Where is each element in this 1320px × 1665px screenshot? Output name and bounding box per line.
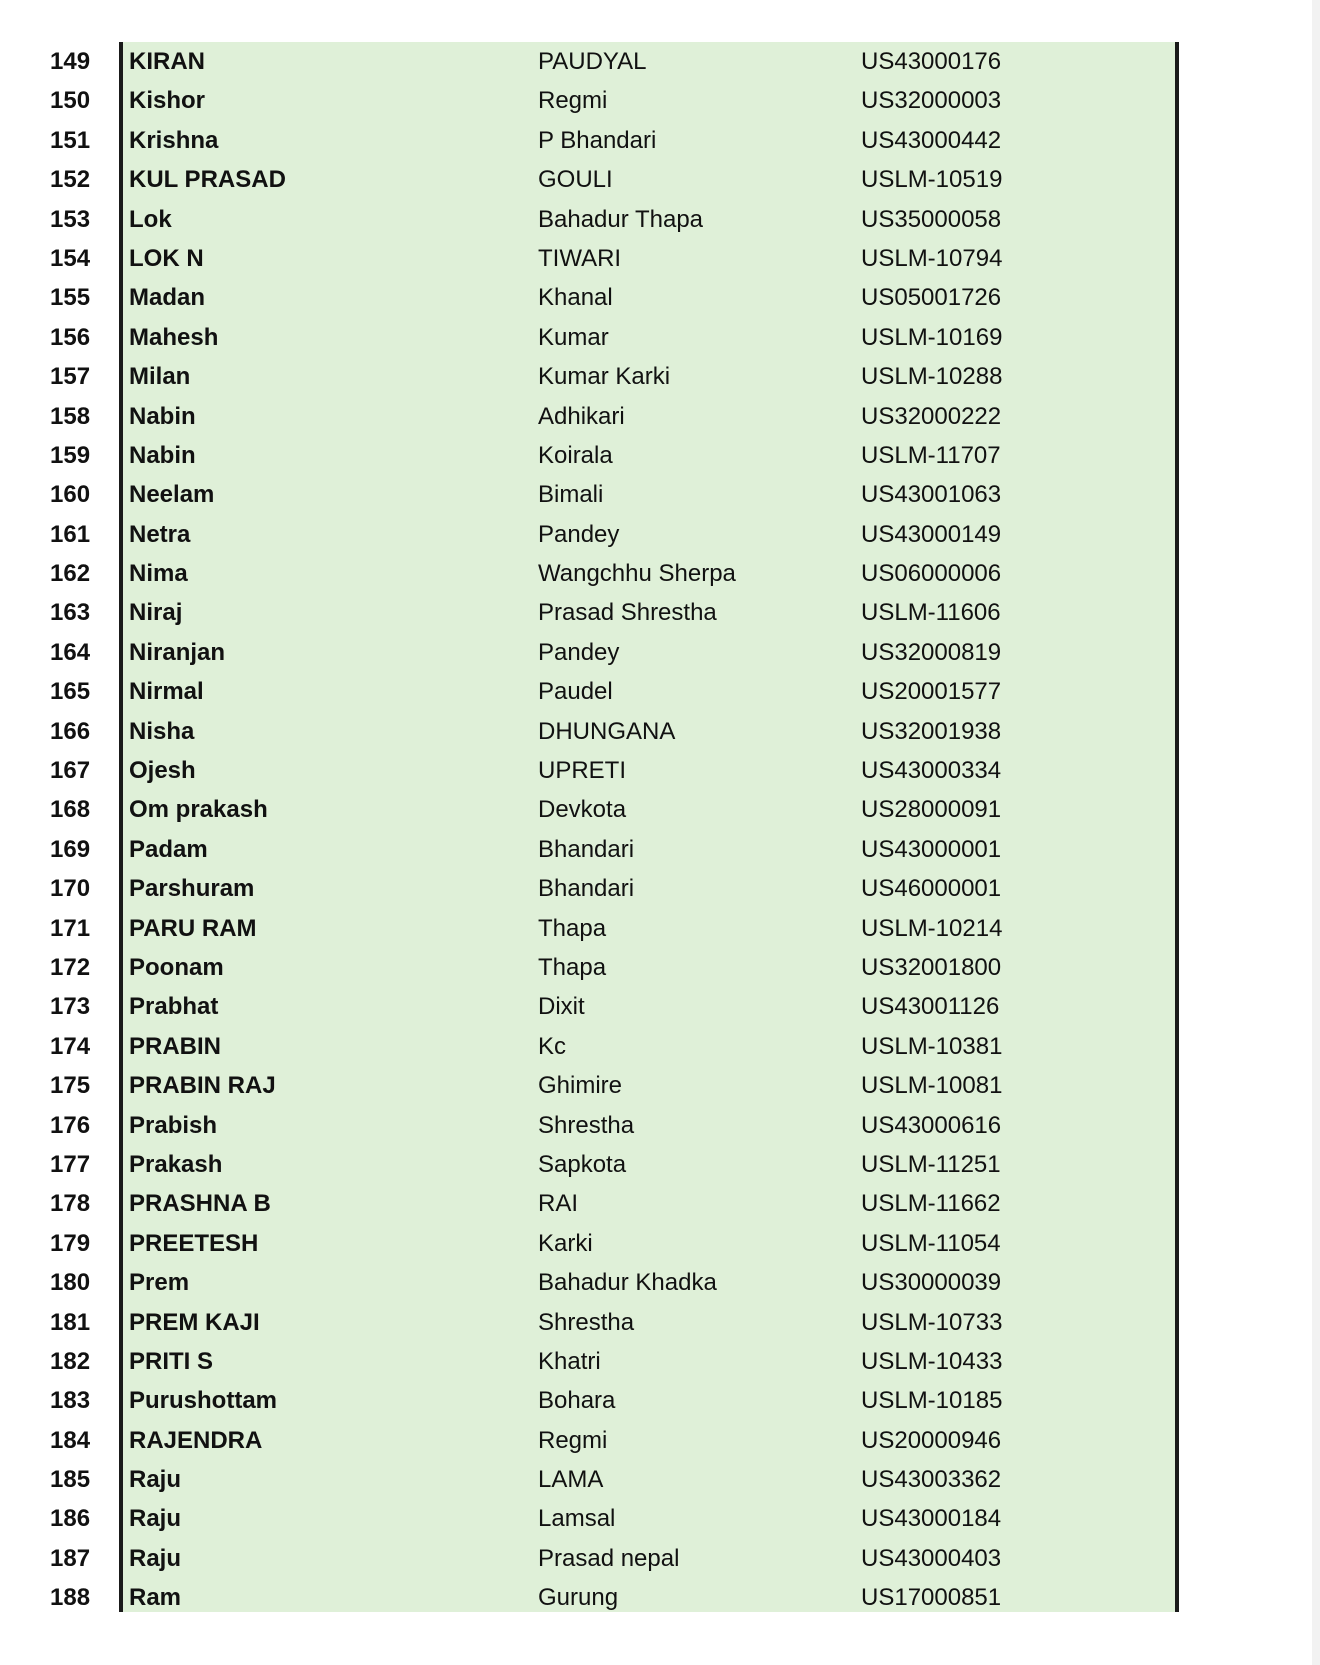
first-name: PRASHNA B xyxy=(129,1190,271,1218)
table-row xyxy=(0,1381,1320,1420)
first-name: PREM KAJI xyxy=(129,1308,260,1336)
last-name: Regmi xyxy=(538,87,608,115)
member-id: US30000039 xyxy=(861,1269,1002,1297)
member-id: USLM-10185 xyxy=(861,1387,1003,1415)
member-id: US32000222 xyxy=(861,402,1002,430)
last-name: DHUNGANA xyxy=(538,717,676,745)
last-name: LAMA xyxy=(538,1466,604,1494)
member-id: US43000184 xyxy=(861,1505,1002,1533)
first-name: Ram xyxy=(129,1584,182,1612)
member-id: US43001063 xyxy=(861,481,1002,509)
last-name: GOULI xyxy=(538,166,613,194)
first-name: Prem xyxy=(129,1269,190,1297)
table-row xyxy=(0,42,1320,81)
table-row xyxy=(0,357,1320,396)
table-row xyxy=(0,1539,1320,1578)
table-row xyxy=(0,160,1320,199)
last-name: PAUDYAL xyxy=(538,48,647,75)
member-id: US20000946 xyxy=(861,1426,1002,1454)
row-number: 151 xyxy=(50,126,91,154)
last-name: Khanal xyxy=(538,284,613,312)
first-name: Nima xyxy=(129,560,188,588)
first-name: Nirmal xyxy=(129,678,204,706)
member-id: US43001126 xyxy=(861,993,1000,1021)
last-name: RAI xyxy=(538,1190,579,1218)
last-name: Kc xyxy=(538,1032,567,1060)
table-row xyxy=(0,790,1320,829)
table-row xyxy=(0,121,1320,160)
row-number: 159 xyxy=(50,441,91,469)
table-row xyxy=(0,633,1320,672)
first-name: Netra xyxy=(129,520,191,548)
first-name: Raju xyxy=(129,1505,182,1533)
last-name: Bimali xyxy=(538,481,604,509)
row-number: 150 xyxy=(50,87,91,115)
member-id: US46000001 xyxy=(861,875,1002,903)
member-id: USLM-10733 xyxy=(861,1308,1003,1336)
first-name: Krishna xyxy=(129,126,219,154)
member-id: USLM-10288 xyxy=(861,363,1003,391)
first-name: Parshuram xyxy=(129,875,255,903)
row-number: 155 xyxy=(50,284,91,312)
table-row xyxy=(0,318,1320,357)
last-name: Prasad nepal xyxy=(538,1544,680,1572)
table-row xyxy=(0,830,1320,869)
table-row xyxy=(0,81,1320,120)
last-name: Regmi xyxy=(538,1426,608,1454)
table-row xyxy=(0,1145,1320,1184)
row-number: 180 xyxy=(50,1269,91,1297)
table-row xyxy=(0,515,1320,554)
row-number: 157 xyxy=(50,363,91,391)
last-name: Bhandari xyxy=(538,835,635,863)
last-name: Prasad Shrestha xyxy=(538,599,717,627)
first-name: Prabhat xyxy=(129,993,219,1021)
row-number: 161 xyxy=(50,520,91,548)
member-id: US17000851 xyxy=(861,1584,1002,1612)
last-name: Devkota xyxy=(538,796,627,824)
row-number: 149 xyxy=(50,48,91,75)
row-number: 160 xyxy=(50,481,91,509)
first-name: PRABIN RAJ xyxy=(129,1072,276,1100)
last-name: Thapa xyxy=(538,914,607,942)
first-name: Ojesh xyxy=(129,757,196,785)
table-row xyxy=(0,593,1320,632)
table-row xyxy=(0,672,1320,711)
first-name: PARU RAM xyxy=(129,914,257,942)
first-name: Prakash xyxy=(129,1150,223,1178)
row-number: 186 xyxy=(50,1505,91,1533)
member-id: USLM-10214 xyxy=(861,914,1003,942)
first-name: PREETESH xyxy=(129,1229,259,1257)
last-name: Lamsal xyxy=(538,1505,616,1533)
member-id: US43000334 xyxy=(861,757,1002,785)
last-name: Bahadur Khadka xyxy=(538,1269,717,1297)
last-name: Sapkota xyxy=(538,1150,627,1178)
last-name: Bohara xyxy=(538,1387,616,1415)
row-number: 175 xyxy=(50,1072,91,1100)
member-id: USLM-10433 xyxy=(861,1347,1003,1375)
first-name: PRABIN xyxy=(129,1032,222,1060)
table-row xyxy=(0,1027,1320,1066)
member-id: USLM-11251 xyxy=(861,1150,1001,1178)
first-name: Mahesh xyxy=(129,323,219,351)
row-number: 154 xyxy=(50,244,91,272)
last-name: Pandey xyxy=(538,638,620,666)
row-number: 171 xyxy=(50,914,91,942)
member-id: US43000442 xyxy=(861,126,1002,154)
row-number: 156 xyxy=(50,323,91,351)
member-id: US43000001 xyxy=(861,835,1002,863)
row-number: 179 xyxy=(50,1229,91,1257)
table-row xyxy=(0,751,1320,790)
table-row xyxy=(0,436,1320,475)
first-name: PRITI S xyxy=(129,1347,214,1375)
row-number: 170 xyxy=(50,875,91,903)
member-id: US06000006 xyxy=(861,560,1002,588)
first-name: Niraj xyxy=(129,599,183,627)
name-table xyxy=(0,42,1320,1618)
member-id: USLM-10519 xyxy=(861,166,1003,194)
first-name: KIRAN xyxy=(129,48,205,75)
row-number: 169 xyxy=(50,835,91,863)
row-number: 153 xyxy=(50,205,91,233)
table-row xyxy=(0,1578,1320,1617)
last-name: Bahadur Thapa xyxy=(538,205,704,233)
table-row xyxy=(0,1184,1320,1223)
first-name: Raju xyxy=(129,1544,182,1572)
last-name: Dixit xyxy=(538,993,585,1021)
row-number: 165 xyxy=(50,678,91,706)
member-id: USLM-10381 xyxy=(861,1032,1003,1060)
row-number: 183 xyxy=(50,1387,91,1415)
member-id: USLM-11054 xyxy=(861,1229,1001,1257)
table-row xyxy=(0,1106,1320,1145)
member-id: USLM-11606 xyxy=(861,599,1001,627)
table-row xyxy=(0,1499,1320,1538)
row-number: 178 xyxy=(50,1190,91,1218)
first-name: Purushottam xyxy=(129,1387,278,1415)
row-number: 173 xyxy=(50,993,91,1021)
table-row xyxy=(0,475,1320,514)
last-name: Wangchhu Sherpa xyxy=(538,560,736,588)
last-name: Shrestha xyxy=(538,1111,635,1139)
member-id: USLM-10794 xyxy=(861,244,1003,272)
row-number: 158 xyxy=(50,402,91,430)
member-id: US43000616 xyxy=(861,1111,1002,1139)
row-number: 166 xyxy=(50,717,91,745)
member-id: US43003362 xyxy=(861,1466,1002,1494)
table-row xyxy=(0,1066,1320,1105)
table-row xyxy=(0,909,1320,948)
row-number: 185 xyxy=(50,1466,91,1494)
last-name: Kumar Karki xyxy=(538,363,671,391)
row-number: 152 xyxy=(50,166,91,194)
first-name: Padam xyxy=(129,835,208,863)
last-name: Adhikari xyxy=(538,402,625,430)
member-id: US43000149 xyxy=(861,520,1002,548)
table-row xyxy=(0,869,1320,908)
table-row xyxy=(0,1263,1320,1302)
last-name: Ghimire xyxy=(538,1072,623,1100)
table-row xyxy=(0,278,1320,317)
first-name: KUL PRASAD xyxy=(129,166,286,194)
table-row xyxy=(0,1342,1320,1381)
table-row xyxy=(0,948,1320,987)
row-number: 167 xyxy=(50,757,91,785)
member-id: US32001800 xyxy=(861,953,1002,981)
table-row xyxy=(0,1224,1320,1263)
member-id: US32000003 xyxy=(861,87,1002,115)
last-name: Paudel xyxy=(538,678,613,706)
member-id: US43000176 xyxy=(861,48,1002,75)
first-name: Poonam xyxy=(129,953,224,981)
first-name: Madan xyxy=(129,284,206,312)
table-row xyxy=(0,397,1320,436)
row-number: 168 xyxy=(50,796,91,824)
member-id: USLM-11707 xyxy=(861,441,1001,469)
first-name: Raju xyxy=(129,1466,182,1494)
row-number: 172 xyxy=(50,953,91,981)
table-row xyxy=(0,712,1320,751)
row-number: 182 xyxy=(50,1347,91,1375)
row-number: 164 xyxy=(50,638,91,666)
row-number: 188 xyxy=(50,1584,91,1612)
table-row xyxy=(0,554,1320,593)
member-id: US35000058 xyxy=(861,205,1002,233)
member-id: US43000403 xyxy=(861,1544,1002,1572)
first-name: Nisha xyxy=(129,717,195,745)
row-number: 163 xyxy=(50,599,91,627)
table-row xyxy=(0,1421,1320,1460)
member-id: US32000819 xyxy=(861,638,1002,666)
table-row xyxy=(0,987,1320,1026)
first-name: Niranjan xyxy=(129,638,226,666)
last-name: Khatri xyxy=(538,1347,601,1375)
first-name: LOK N xyxy=(129,244,204,272)
member-id: USLM-10081 xyxy=(861,1072,1003,1100)
member-id: US28000091 xyxy=(861,796,1002,824)
member-id: USLM-11662 xyxy=(861,1190,1001,1218)
last-name: Shrestha xyxy=(538,1308,635,1336)
row-number: 176 xyxy=(50,1111,91,1139)
table-row xyxy=(0,1460,1320,1499)
first-name: Milan xyxy=(129,363,191,391)
last-name: P Bhandari xyxy=(538,126,657,154)
first-name: Kishor xyxy=(129,87,206,115)
first-name: Nabin xyxy=(129,441,196,469)
member-id: USLM-10169 xyxy=(861,323,1003,351)
last-name: Gurung xyxy=(538,1584,619,1612)
last-name: Karki xyxy=(538,1229,593,1257)
first-name: Om prakash xyxy=(129,796,268,824)
member-id: US05001726 xyxy=(861,284,1002,312)
last-name: Koirala xyxy=(538,441,613,469)
member-id: US32001938 xyxy=(861,717,1002,745)
last-name: TIWARI xyxy=(538,244,622,272)
last-name: Kumar xyxy=(538,323,609,351)
last-name: Pandey xyxy=(538,520,620,548)
row-number: 181 xyxy=(50,1308,91,1336)
last-name: Thapa xyxy=(538,953,607,981)
row-number: 184 xyxy=(50,1426,91,1454)
last-name: Bhandari xyxy=(538,875,635,903)
member-id: US20001577 xyxy=(861,678,1002,706)
row-number: 177 xyxy=(50,1150,91,1178)
table-row xyxy=(0,239,1320,278)
first-name: RAJENDRA xyxy=(129,1426,263,1454)
row-number: 162 xyxy=(50,560,91,588)
table-row xyxy=(0,200,1320,239)
first-name: Neelam xyxy=(129,481,215,509)
table-row xyxy=(0,1303,1320,1342)
first-name: Prabish xyxy=(129,1111,218,1139)
row-number: 187 xyxy=(50,1544,91,1572)
row-number: 174 xyxy=(50,1032,91,1060)
last-name: UPRETI xyxy=(538,757,627,785)
first-name: Lok xyxy=(129,205,172,233)
first-name: Nabin xyxy=(129,402,196,430)
